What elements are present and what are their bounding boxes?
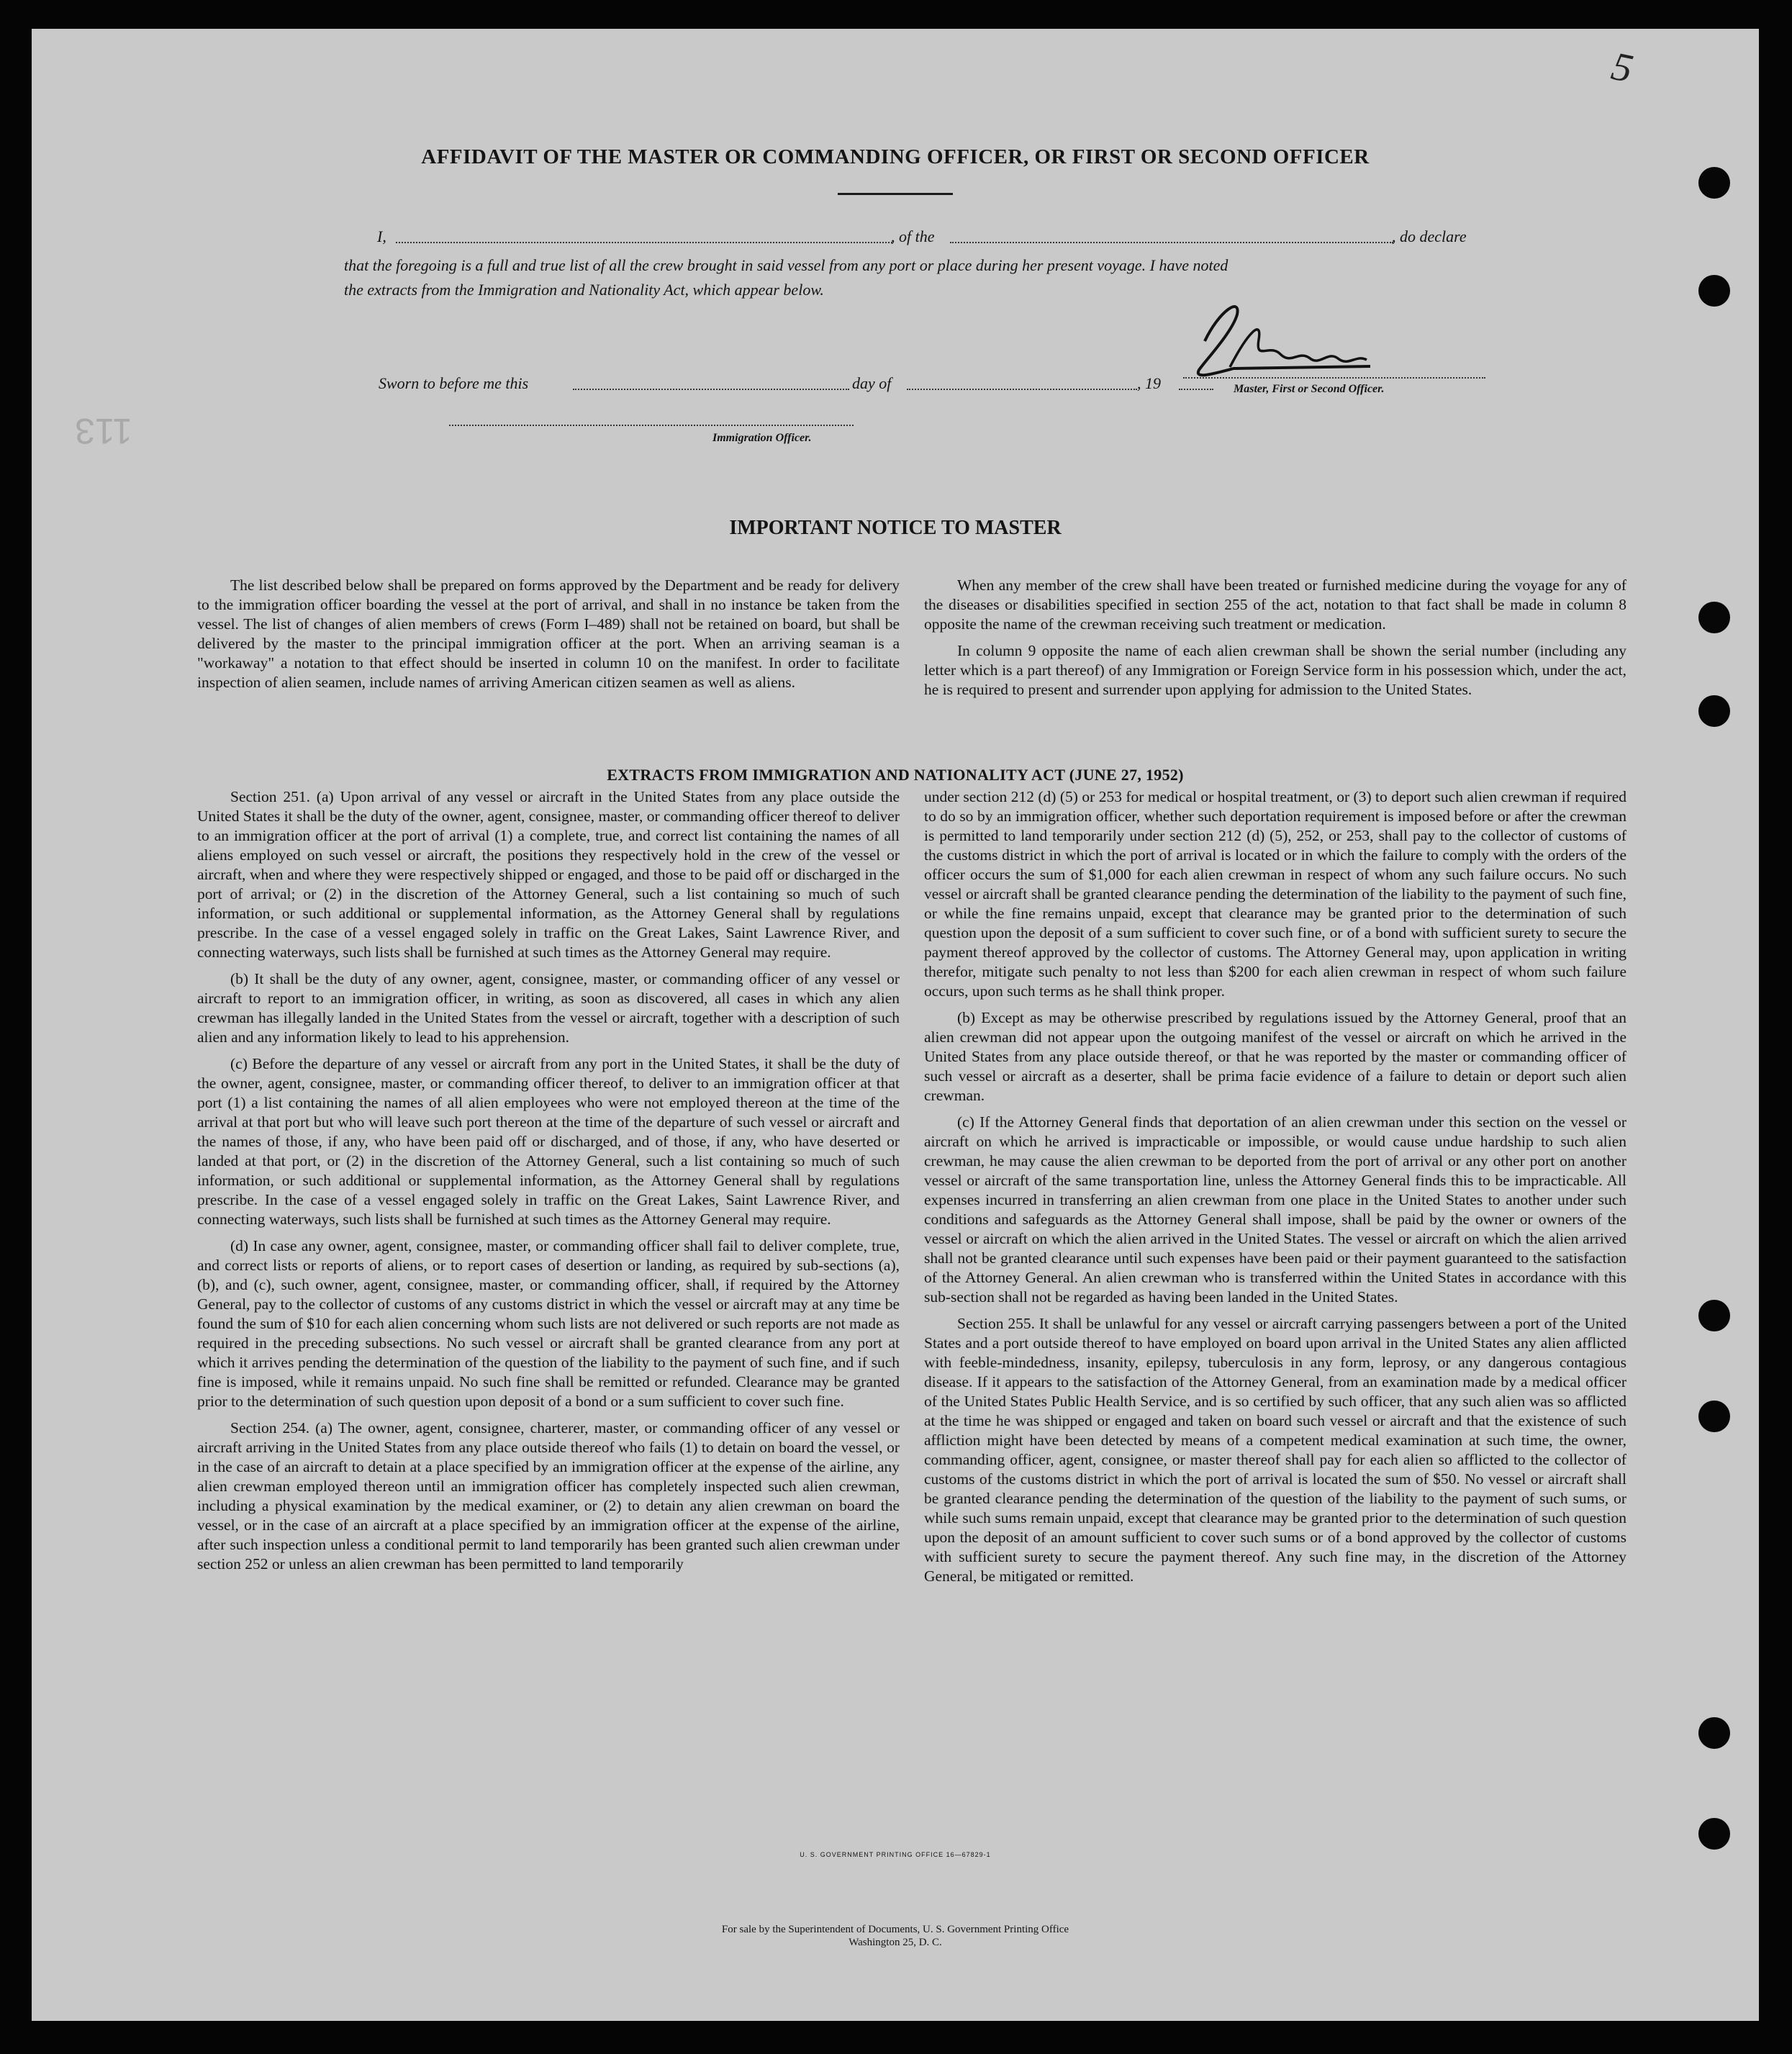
notice-left-column: [197, 576, 900, 700]
i-label: I,: [377, 227, 386, 245]
section-254-a: Section 254. (a) The owner, agent, consignee, charterer, master, or commanding officer of any vessel or aircraft arriving in the United States from any place outside thereof who fails (1) to detain on board the vessel, or in the case of an aircraft to detain at a place specified by an immigration officer at the expense of the airline, any alien crewman employed thereon until an immigration officer has completely inspected such alien crewman, including a physical examination by the medical examiner, or (2) to detain any alien crewman on board the vessel, or in the case of an aircraft at a place specified by an immigration officer at the expense of the airline, after such inspection unless a conditional permit to land temporarily has been granted such alien crewman under section 252 or unless an alien crewman has been permitted to land temporarily: [197, 1419, 900, 1573]
document-page: [32, 29, 1759, 2021]
punch-hole: [1698, 1300, 1730, 1331]
section-254-c: (c) If the Attorney General finds that deportation of an alien crewman under this section on the vessel or aircraft on which he arrived is impracticable or impossible, or would cause undue hardship to such alien crewman, he may cause the alien crewman to be deported from the port of arrival or any other port on another vessel or aircraft of the same transportation line, unless the Attorney General finds this to be impracticable. All expenses incurred in transferring an alien crewman from one place in the United States to another under such conditions and safeguards as the Attorney General shall impose, shall be paid by the owner or owners of the vessel or aircraft on which the alien arrived in the United States. The vessel or aircraft on which the alien arrived shall not be granted clearance until such expenses have been paid or their payment guaranteed to the satisfaction of the Attorney General. An alien crewman who is transferred within the United States in accordance with this sub-section shall not be regarded as having been landed in the United States.: [924, 1113, 1626, 1306]
title-rule: [838, 193, 953, 195]
punch-hole: [1698, 695, 1730, 727]
punch-hole: [1698, 275, 1730, 307]
sworn-month-field[interactable]: [907, 389, 1137, 390]
notice-right-column: [924, 576, 1626, 707]
for-sale-notice: [32, 1923, 1759, 1949]
officer-signature-line: [449, 425, 854, 426]
master-signature: [1154, 282, 1428, 390]
bleed-through-text: 113: [75, 411, 132, 451]
for-sale-line-1: For sale by the Superintendent of Documents, U. S. Government Printing Office: [721, 1924, 1069, 1935]
extracts-left-column: [197, 787, 900, 1581]
extracts-right-column: [924, 787, 1626, 1593]
sworn-year-field[interactable]: [1179, 389, 1213, 390]
day-of-label: day of: [852, 374, 892, 392]
punch-hole: [1698, 1818, 1730, 1850]
section-251-d: (d) In case any owner, agent, consignee, master, or commanding officer shall fail to deliver complete, true, and correct lists or reports of aliens, or to report cases of desertion or landing, as required by sub-sections (a), (b), and (c), such owner, agent, consignee, master, or commanding officer, shall, if required by the Attorney General, pay to the collector of customs of any customs district in which the vessel or aircraft may at any time be found the sum of $10 for each alien concerning whom such lists are not delivered or such reports are not made as required in the preceding subsections. No such vessel or aircraft shall be granted clearance from any port at which it arrives pending the determination of the question of the liability to the payment of such fine, and if such fine is imposed, while it remains unpaid. No such fine shall be remitted or refunded. Clearance may be granted prior to the determination of such question upon deposit of a bond or a sum sufficient to cover such fine.: [197, 1237, 900, 1410]
gpo-imprint: U. S. GOVERNMENT PRINTING OFFICE 16—67829-1: [800, 1851, 991, 1858]
punch-hole: [1698, 1717, 1730, 1749]
punch-hole: [1698, 602, 1730, 633]
officer-caption: Immigration Officer.: [712, 432, 812, 444]
notice-right-paragraph-2: In column 9 opposite the name of each alien crewman shall be shown the serial number (including any letter which is a part thereof) of any Immigration or Foreign Service form in his possession which, under the act, he is required to present and surrender upon applying for admission to the United States.: [924, 642, 1626, 698]
punch-hole: [1698, 1401, 1730, 1432]
section-251-c: (c) Before the departure of any vessel or aircraft from any port in the United States, it shall be the duty of the owner, agent, consignee, master, or commanding officer thereof, to deliver to an immigration officer at that port (1) a list containing the names of all alien employees who were not employed thereon at the time of the arrival at that port but who will leave such port thereon at the time of the departure of such vessel or aircraft and the names of those, if any, who have been paid off or discharged, and of those, if any, who have deserted or landed at that port, or (2) in the discretion of the Attorney General, such a list containing so much of such information, or such additional or supplemental information, as the Attorney General shall by regulations prescribe. In the case of a vessel engaged solely in traffic on the Great Lakes, Saint Lawrence River, and connecting waterways, such lists shall be furnished at such times as the Attorney General may require.: [197, 1055, 900, 1228]
section-255: Section 255. It shall be unlawful for any vessel or aircraft carrying passengers between a port of the United States and a port outside thereof to have employed on board upon arrival in the United States any alien afflicted with feeble-mindedness, insanity, epilepsy, tuberculosis in any form, leprosy, or any dangerous contagious disease. If it appears to the satisfaction of the Attorney General, from an examination made by a medical officer of the United States Public Health Service, and is so certified by such officer, that any such alien was so afflicted at the time he was shipped or engaged and taken on board such vessel or aircraft and that the existence of such affliction might have been detected by means of a competent medical examination at such time, the owner, commanding officer, agent, consignee, or master thereof shall pay for each alien so afflicted to the collector of customs of the customs district in which the port of arrival is located the sum of $50. No vessel or aircraft shall be granted clearance pending the determination of the question of the liability to the payment of such sums, or while such sums remain unpaid, except that clearance may be granted prior to the determination of such question upon the deposit of an amount sufficient to cover such sums or of a bond approved by the collector of customs with sufficient surety to secure the payment thereof. Any such fine may, in the discretion of the Attorney General, be mitigated or remitted.: [924, 1315, 1626, 1585]
affidavit-title: AFFIDAVIT OF THE MASTER OR COMMANDING OFFICER, OR FIRST OR SECOND OFFICER: [421, 145, 1370, 168]
do-declare-label: , do declare: [1392, 227, 1467, 245]
vessel-field[interactable]: [950, 242, 1393, 243]
notice-right-paragraph-1: When any member of the crew shall have been treated or furnished medicine during the voyage for any of the diseases or disabilities specified in section 255 of the act, notation to that fact shall be made in column 8 opposite the name of the crewman receiving such treatment or medication.: [924, 576, 1626, 633]
name-field[interactable]: [396, 242, 892, 243]
declaration-line-2: the extracts from the Immigration and Nationality Act, which appear below.: [344, 281, 824, 299]
signature-caption: Master, First or Second Officer.: [1234, 383, 1385, 395]
year-label: , 19: [1137, 374, 1161, 392]
of-the-label: , of the: [891, 227, 935, 245]
section-251-a: Section 251. (a) Upon arrival of any vessel or aircraft in the United States from any place outside the United States it shall be the duty of the owner, agent, consignee, master, or commanding officer thereof to deliver to an immigration officer at the port of arrival (1) a complete, true, and correct list containing the names of all aliens employed on such vessel or aircraft, the positions they respectively hold in the crew of the vessel or aircraft, when and where they were respectively shipped or engaged, and those to be paid off or discharged in the port of arrival; or (2) in the discretion of the Attorney General, such a list containing so much of such information, or such additional or supplemental information, as the Attorney General shall by regulations prescribe. In the case of a vessel engaged solely in traffic on the Great Lakes, Saint Lawrence River, and connecting waterways, such lists shall be furnished at such times as the Attorney General may require.: [197, 788, 900, 961]
sworn-day-field[interactable]: [573, 389, 849, 390]
extracts-title: EXTRACTS FROM IMMIGRATION AND NATIONALITY ACT (JUNE 27, 1952): [607, 766, 1184, 784]
page-number: 5: [1607, 43, 1637, 92]
notice-title: IMPORTANT NOTICE TO MASTER: [729, 517, 1062, 539]
for-sale-line-2: Washington 25, D. C.: [849, 1937, 942, 1948]
declaration-line-1: that the foregoing is a full and true list of all the crew brought in said vessel from any port or place during her present voyage. I have noted: [344, 256, 1228, 274]
section-254-a-continued: under section 212 (d) (5) or 253 for medical or hospital treatment, or (3) to deport such alien crewman if required to do so by an immigration officer, whether such deportation requirement is imposed before or after the crewman is permitted to land temporarily under section 212 (d) (5), 252, or 253, shall pay to the collector of customs of the customs district in which the port of arrival is located or in which the failure to comply with the orders of the officer occurs the sum of $1,000 for each alien crewman in respect of whom any such failure occurs. No such vessel or aircraft shall be granted clearance pending the determination of the liability to the payment of such fine, or while the fine remains unpaid, except that clearance may be granted prior to the determination of such question upon the deposit of a sum sufficient to cover such fine, or of a bond with sufficient surety to secure the payment thereof approved by the collector of customs. The Attorney General may, upon application in writing therefor, mitigate such penalty to not less than $200 for each alien crewman in respect of whom such failure occurs, upon such terms as he shall think proper.: [924, 788, 1626, 1000]
signature-line: [1183, 377, 1485, 379]
section-254-b: (b) Except as may be otherwise prescribed by regulations issued by the Attorney General, proof that an alien crewman did not appear upon the outgoing manifest of the vessel or aircraft on which he arrived in the United States from any place outside thereof, or that he was reported by the master or commanding officer of such vessel or aircraft as a deserter, shall be prima facie evidence of a failure to detain or deport such alien crewman.: [924, 1009, 1626, 1104]
section-251-b: (b) It shall be the duty of any owner, agent, consignee, master, or commanding officer of any vessel or aircraft to report to an immigration officer, in writing, as soon as discovered, all cases in which any alien crewman has illegally landed in the United States from the vessel or aircraft, together with a description of such alien and any information likely to lead to his apprehension.: [197, 970, 900, 1046]
punch-hole: [1698, 167, 1730, 199]
notice-left-paragraph: The list described below shall be prepared on forms approved by the Department and be ready for delivery to the immigration officer boarding the vessel at the port of arrival, and shall in no instance be taken from the vessel. The list of changes of alien members of crews (Form I–489) shall not be retained on board, but shall be delivered by the master to the principal immigration officer at the port. When an arriving seaman is a "workaway" a notation to that effect should be inserted in column 10 on the manifest. In order to facilitate inspection of alien seamen, include names of arriving American citizen seamen as well as aliens.: [197, 576, 900, 691]
sworn-label: Sworn to before me this: [379, 374, 529, 392]
